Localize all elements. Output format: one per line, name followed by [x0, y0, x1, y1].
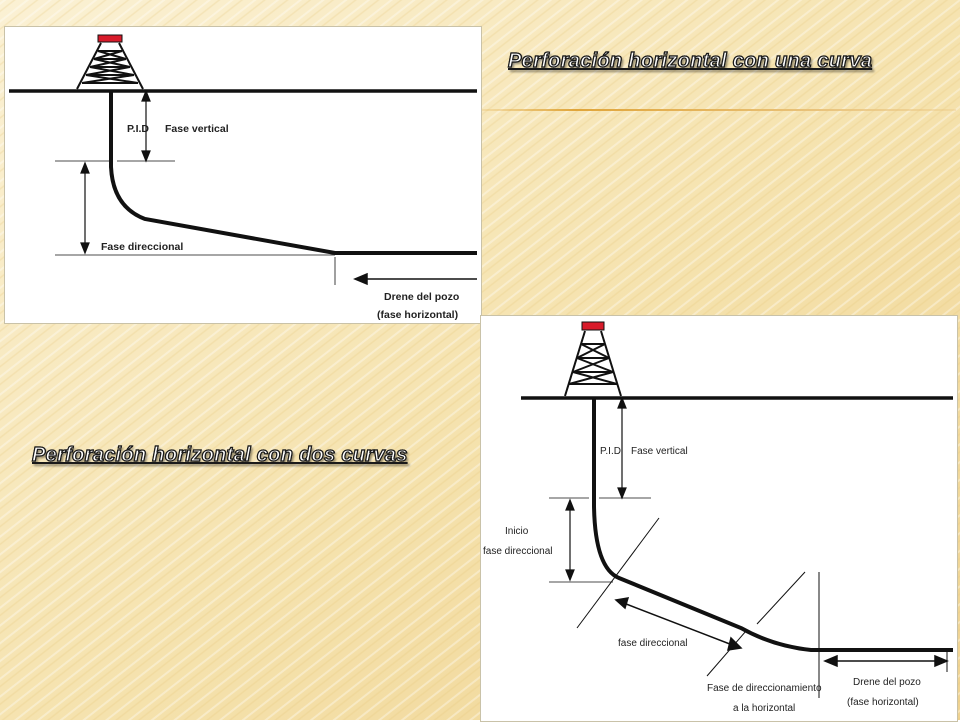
- title-two-curves: Perforación horizontal con dos curvas: [32, 444, 408, 466]
- steering-phase-label-2: a la horizontal: [733, 703, 796, 714]
- well-path: [111, 91, 477, 253]
- drain-arrow: [335, 257, 477, 285]
- start-directional-label-2: fase direccional: [483, 546, 553, 557]
- start-directional-label-1: Inicio: [505, 526, 529, 537]
- directional-phase-label: Fase direccional: [101, 241, 184, 253]
- diagram-one-curve-drawing: [5, 27, 481, 323]
- diagram-two-curves: [480, 315, 958, 722]
- derrick-icon: [77, 35, 143, 89]
- drain-label-2: (fase horizontal): [377, 309, 459, 321]
- vertical-phase-label: Fase vertical: [631, 446, 688, 457]
- pid-label: P.I.D: [600, 446, 621, 457]
- drain-arrow: [825, 652, 947, 672]
- derrick-icon: [565, 322, 621, 396]
- pid-label: P.I.D: [127, 123, 149, 135]
- drain-label-1: Drene del pozo: [384, 291, 460, 303]
- steering-phase-label-1: Fase de direccionamiento: [707, 683, 822, 694]
- directional-phase-label: fase direccional: [618, 638, 688, 649]
- start-directional-arrow: [549, 498, 613, 582]
- diagram-one-curve: [4, 26, 482, 324]
- drain-label-1: Drene del pozo: [853, 677, 921, 688]
- vertical-phase-label: Fase vertical: [165, 123, 229, 135]
- title-divider: [480, 109, 956, 111]
- directional-arrow: [55, 161, 335, 255]
- section-ticks: [577, 518, 819, 698]
- diagram-two-curves-drawing: [481, 316, 957, 721]
- title-one-curve: Perforación horizontal con una curva: [508, 50, 873, 72]
- drain-label-2: (fase horizontal): [847, 697, 919, 708]
